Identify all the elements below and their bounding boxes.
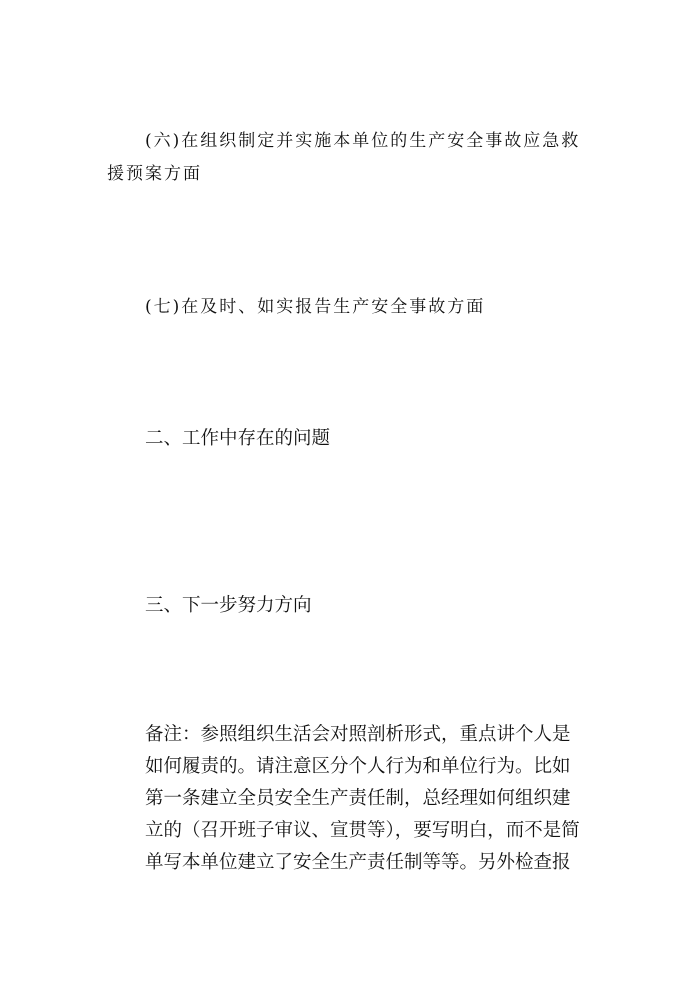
note-line-5: 单写本单位建立了安全生产责任制等等。另外检查报	[145, 852, 571, 873]
note-line-4: 立的（召开班子审议、宣贯等），要写明白，而不是简	[145, 820, 580, 841]
section-2-heading-text: 二、工作中存在的问题	[145, 428, 331, 449]
item-6-line-2: 援预案方面	[107, 164, 202, 184]
item-6-paragraph	[107, 126, 605, 186]
section-3-heading	[145, 591, 312, 617]
item-7-paragraph	[145, 292, 485, 317]
item-7-text: (七)在及时、如实报告生产安全事故方面	[145, 297, 486, 317]
note-paragraph	[145, 720, 585, 890]
section-3-heading-text: 三、下一步努力方向	[145, 595, 312, 616]
item-6-line-1: (六)在组织制定并实施本单位的生产安全事故应急救	[145, 131, 581, 151]
note-line-3: 第一条建立全员安全生产责任制，总经理如何组织建	[145, 788, 571, 809]
note-line-2: 如何履责的。请注意区分个人行为和单位行为。比如	[145, 756, 571, 777]
section-2-heading	[145, 424, 330, 450]
note-line-1: 备注：参照组织生活会对照剖析形式，重点讲个人是	[145, 724, 571, 745]
